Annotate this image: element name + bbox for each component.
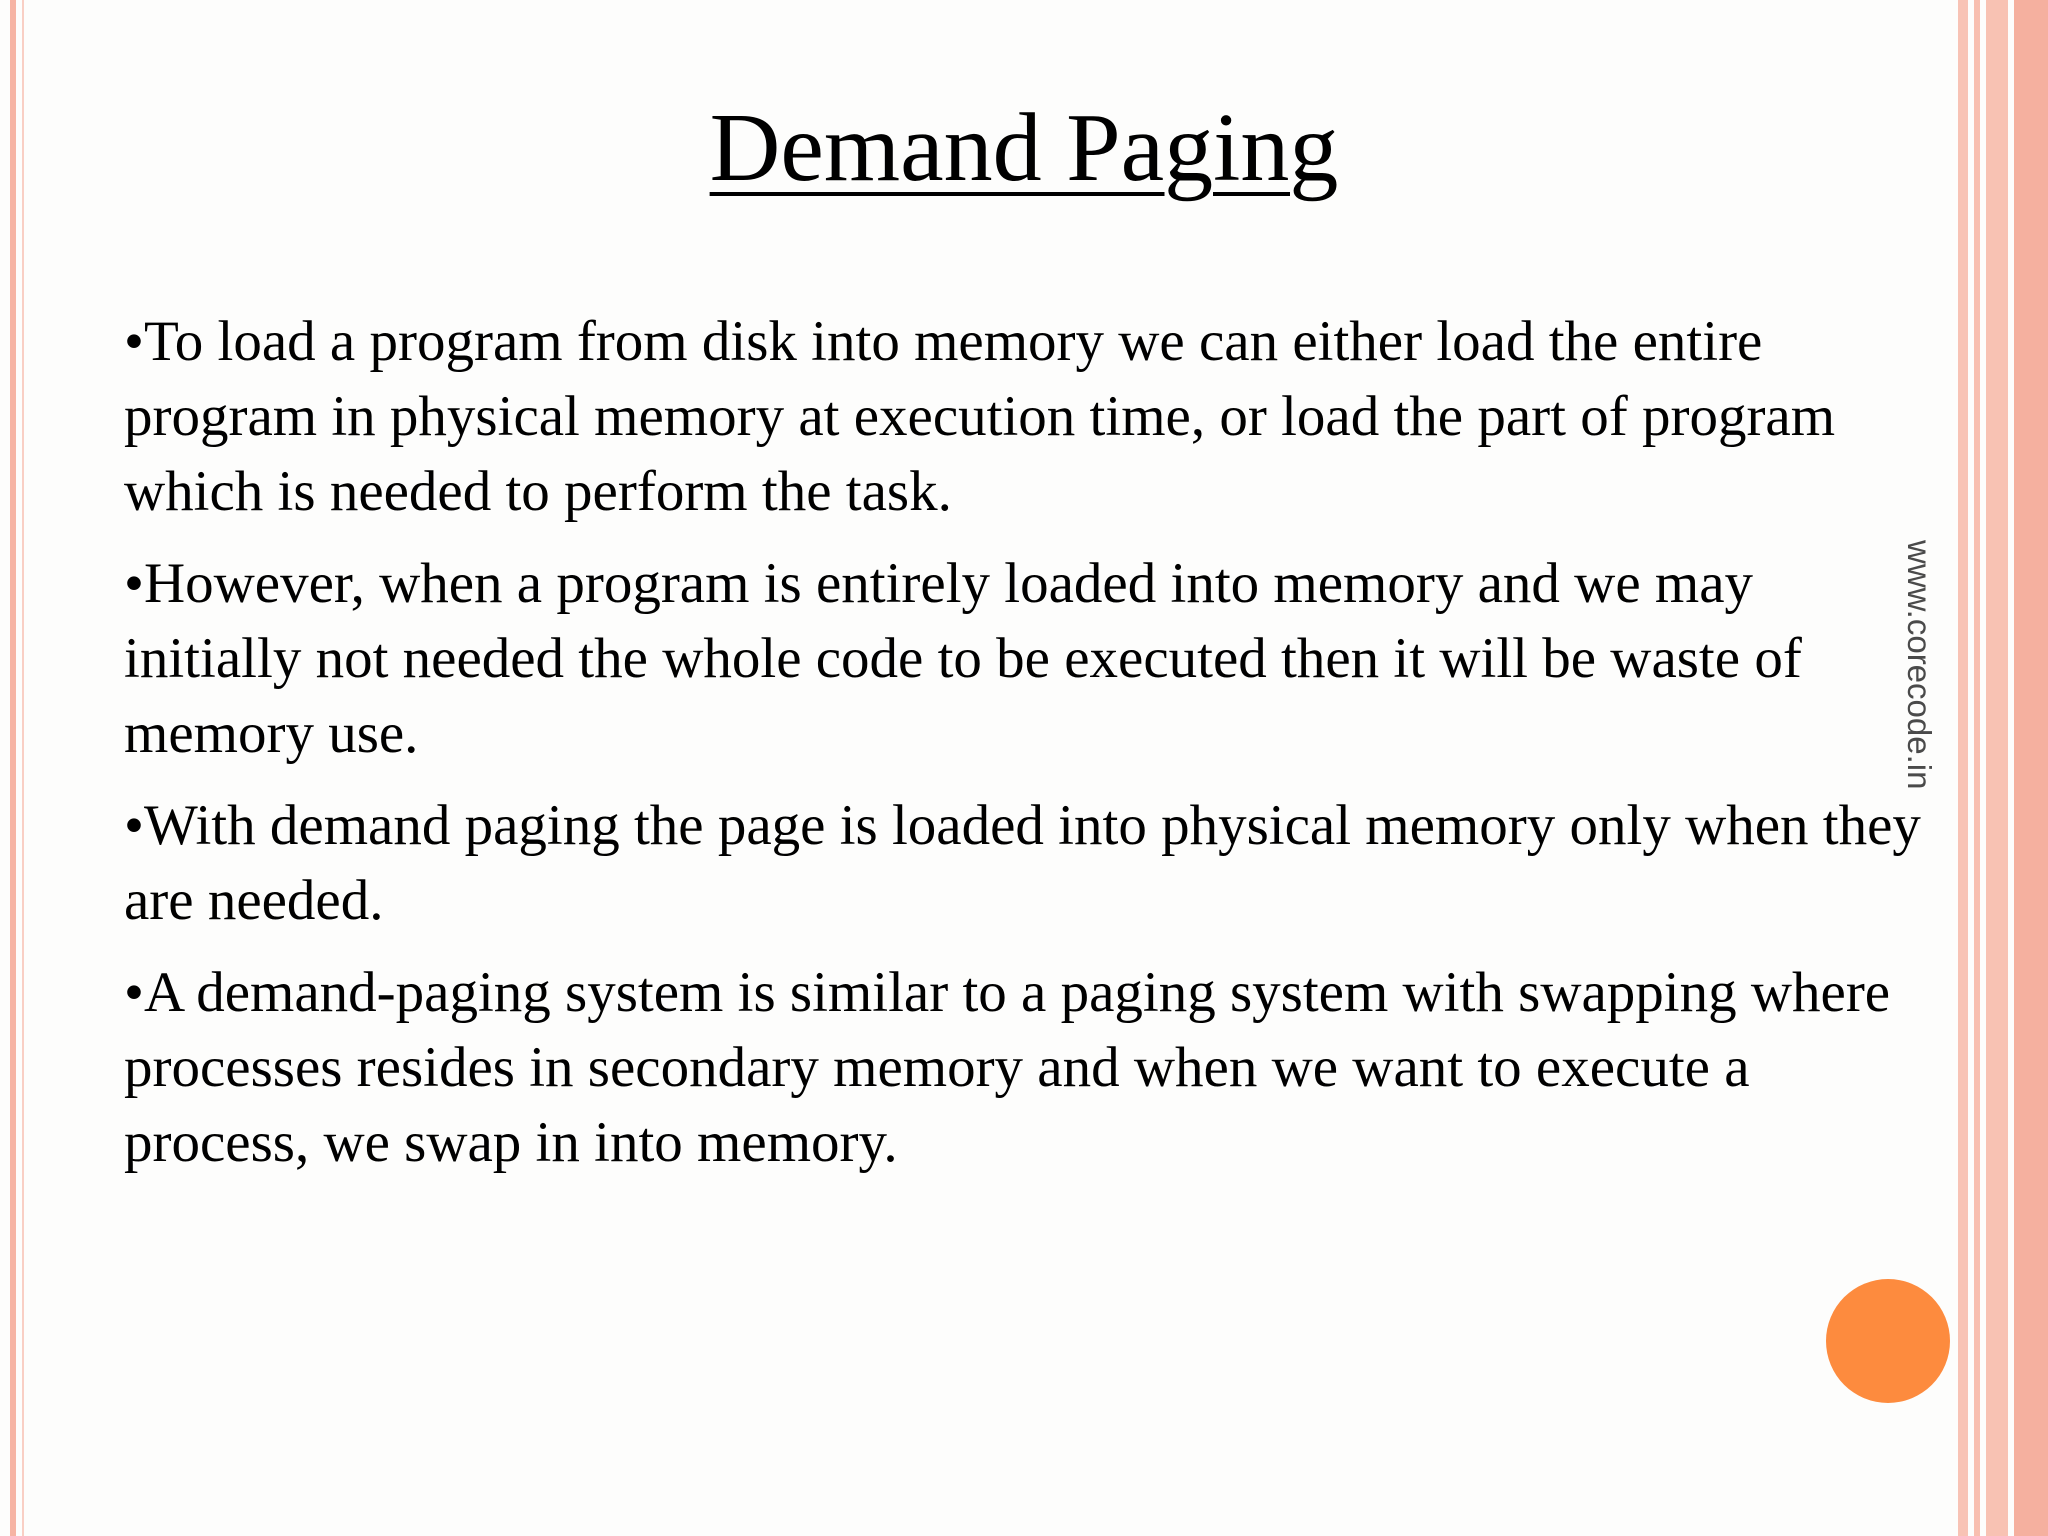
- left-border-thin-line: [22, 0, 24, 1536]
- right-border-stripe: [1958, 0, 1968, 1536]
- right-border-stripe: [1986, 0, 2008, 1536]
- bullet-point: •With demand paging the page is loaded into physical memory only when they are needed.: [124, 794, 1921, 932]
- right-border-stripe: [1974, 0, 1980, 1536]
- bullet-point: •A demand-paging system is similar to a paging system with swapping where processes resides in secondary memory and when we want to execute a process, we swap in into memory.: [124, 961, 1891, 1174]
- orange-circle-decoration: [1826, 1279, 1950, 1403]
- slide-content: [124, 304, 1924, 1197]
- slide-title: Demand Paging: [709, 94, 1339, 202]
- left-border-line: [10, 0, 16, 1536]
- slide-title-container: [0, 88, 2048, 208]
- right-border-stripe: [2014, 0, 2048, 1536]
- watermark-text: www.corecode.in: [1901, 540, 1938, 790]
- bullet-point: •However, when a program is entirely loaded into memory and we may initially not needed the whole code to be executed then it will be waste of memory use.: [124, 552, 1802, 765]
- bullet-point: •To load a program from disk into memory we can either load the entire program in physical memory at execution time, or load the part of program which is needed to perform the task.: [124, 310, 1836, 523]
- watermark-container: [1890, 540, 1950, 800]
